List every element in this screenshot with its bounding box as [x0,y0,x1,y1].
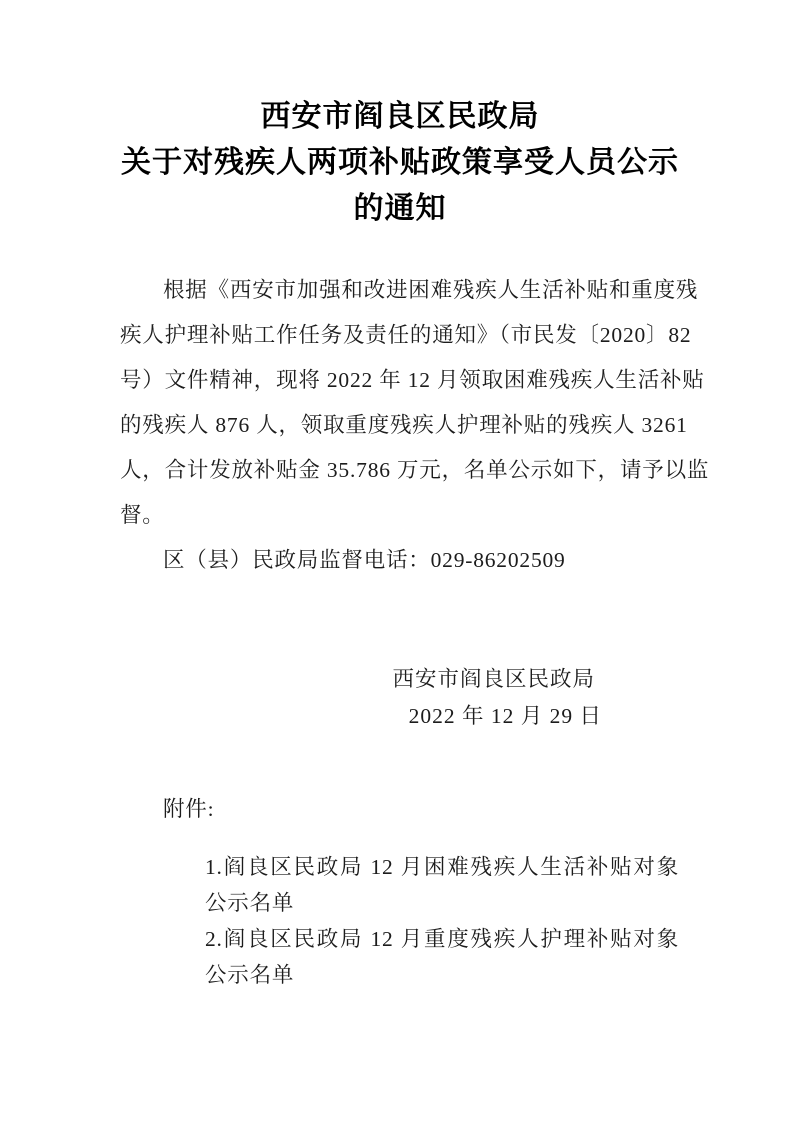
document-title [0,94,800,232]
body-line: 的残疾人 876 人，领取重度残疾人护理补贴的残疾人 3261 [120,413,688,437]
attachments-list [205,849,679,993]
attachments-label: 附件: [163,797,215,821]
body-line: 疾人护理补贴工作任务及责任的通知》（市民发〔2020〕82 [120,323,692,347]
signature-block [0,661,800,735]
body-line: 根据《西安市加强和改进困难残疾人生活补贴和重度残 [163,278,699,302]
body-paragraph [120,268,710,538]
attachment-item-2: 2.阎良区民政局 12 月重度残疾人护理补贴对象公示名单 [205,927,679,987]
signature-agency: 西安市阎良区民政局 [392,667,595,691]
title-line-suffix: 的通知 [353,192,447,225]
attachment-item-1: 1.阎良区民政局 12 月困难残疾人生活补贴对象公示名单 [205,855,679,915]
attachments-section [120,791,800,993]
body-line: 督。 [120,503,165,527]
title-line-subject: 关于对残疾人两项补贴政策享受人员公示 [121,146,679,179]
supervision-phone-line: 区（县）民政局监督电话：029-86202509 [163,548,566,572]
signature-date: 2022 年 12 月 29 日 [408,704,602,728]
title-line-agency: 西安市阎良区民政局 [260,100,540,133]
body-line: 人，合计发放补贴金 35.786 万元，名单公示如下，请予以监 [120,458,710,482]
body-line: 号）文件精神，现将 2022 年 12 月领取困难残疾人生活补贴 [120,368,705,392]
